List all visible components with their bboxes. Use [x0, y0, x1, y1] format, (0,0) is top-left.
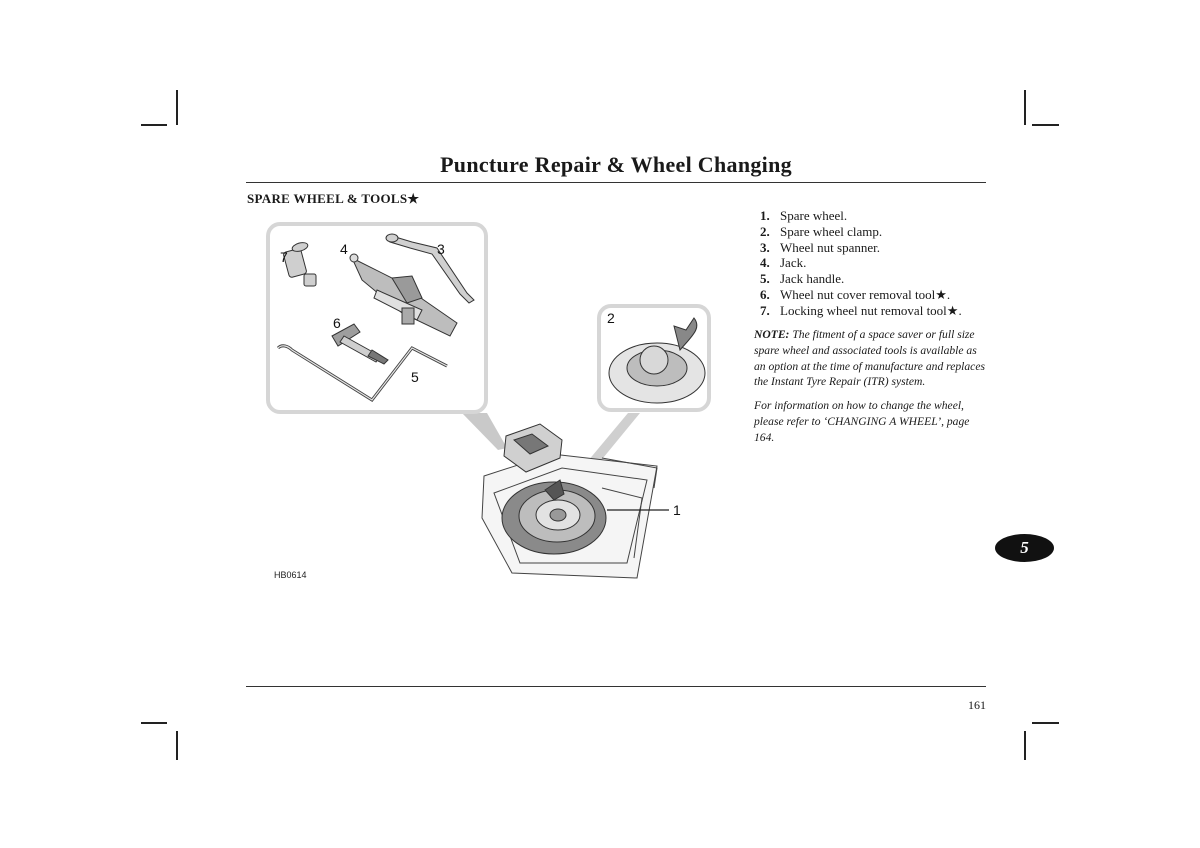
callout-6: 6 [333, 315, 341, 331]
spare-wheel-tools-illustration [262, 218, 722, 583]
note-text: The fitment of a space saver or full size spare wheel and associated tools is available as an option at the time of manufacture and replaces the Instant Tyre Repair (ITR) system. [754, 328, 985, 389]
info-paragraph: For information on how to change the wheel, please refer to ‘CHANGING A WHEEL’, page 164. [754, 399, 970, 444]
callout-1: 1 [673, 502, 681, 518]
crop-mark [176, 90, 178, 125]
page-number: 161 [968, 698, 986, 712]
list-item: 2. Spare wheel clamp. [760, 223, 883, 239]
crop-mark [141, 124, 167, 126]
crop-mark [141, 722, 167, 724]
page-title: Puncture Repair & Wheel Changing [440, 152, 792, 177]
callout-beam [462, 413, 507, 450]
crop-mark [176, 731, 178, 760]
crop-mark [1024, 90, 1026, 125]
list-item: 3. Wheel nut spanner. [760, 239, 880, 255]
list-item: 6. Wheel nut cover removal tool★. [760, 286, 951, 302]
crop-mark [1032, 124, 1059, 126]
callout-4: 4 [340, 241, 348, 257]
callout-5: 5 [411, 369, 419, 385]
parts-list [760, 208, 962, 319]
note-paragraph [754, 327, 986, 390]
list-item: 7. Locking wheel nut removal tool★. [760, 302, 962, 318]
header-rule [246, 182, 986, 183]
callout-7: 7 [280, 249, 288, 265]
callout-3: 3 [437, 241, 445, 257]
figure-code: HB0614 [274, 570, 307, 580]
crop-mark [1024, 731, 1026, 760]
chapter-tab: 5 [995, 534, 1054, 562]
callout-2: 2 [607, 310, 615, 326]
list-item: 4. Jack. [760, 255, 807, 271]
crop-mark [1032, 722, 1059, 724]
list-item: 5. Jack handle. [760, 271, 845, 287]
section-heading: SPARE WHEEL & TOOLS★ [247, 191, 420, 206]
footer-rule [246, 686, 986, 687]
list-item: 1. Spare wheel. [760, 208, 848, 223]
note-label: NOTE: [754, 328, 790, 341]
